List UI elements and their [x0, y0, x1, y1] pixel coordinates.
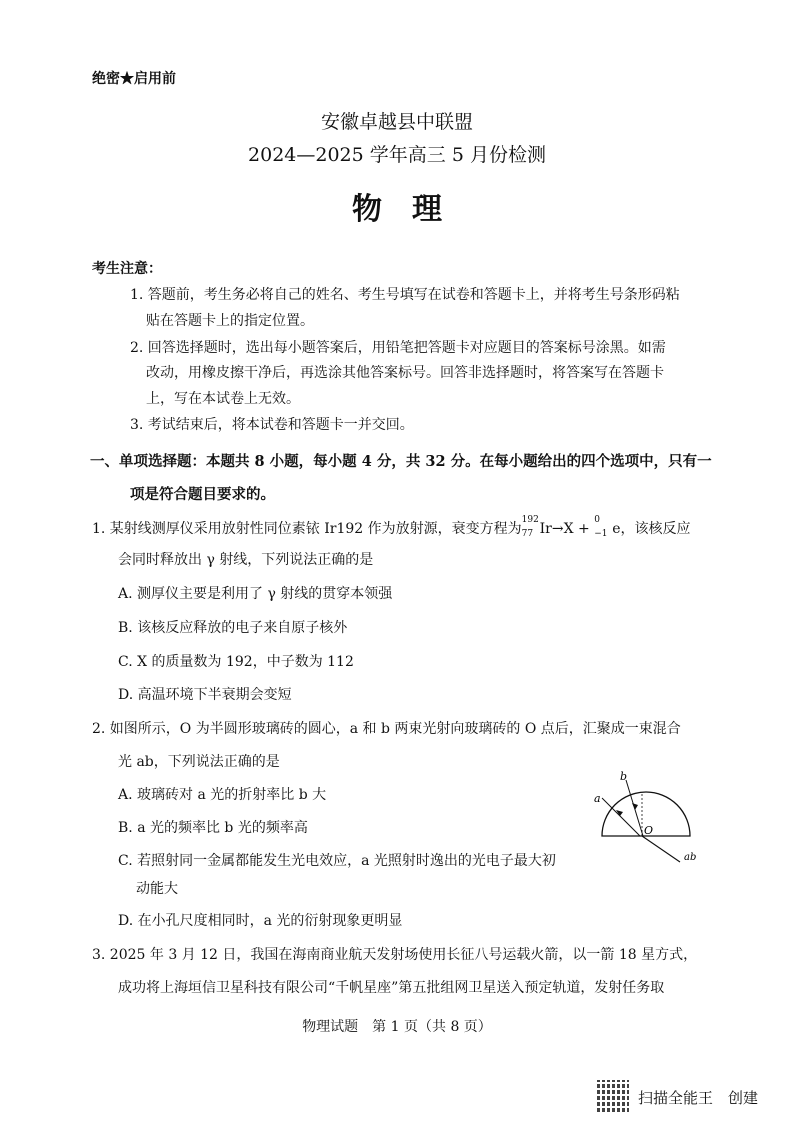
q3-stem-cont: 成功将上海垣信卫星科技有限公司“千帆星座”第五批组网卫星送入预定轨道，发射任务取	[118, 980, 665, 996]
subject-title: 物 理	[352, 192, 442, 227]
q3-stem: 3. 2025 年 3 月 12 日，我国在海南商业航天发射场使用长征八号运载火箭，以一箭 18 星方式，	[92, 947, 698, 963]
notice-item-1: 1. 答题前，考生务必将自己的姓名、考生号填写在试卷和答题卡上，并将考生号条形码粘	[130, 287, 680, 303]
section-title-cont: 项是符合题目要求的。	[130, 486, 275, 503]
q1-stem-cont: 会同时释放出 γ 射线，下列说法正确的是	[118, 552, 374, 568]
qr-code-icon	[597, 1080, 629, 1112]
secret-mark: 绝密★启用前	[92, 71, 176, 87]
q1-option-b: B. 该核反应释放的电子来自原子核外	[118, 620, 348, 636]
section-title: 一、单项选择题：本题共 8 小题，每小题 4 分，共 32 分。在每小题给出的四个选项中，只有一	[90, 453, 712, 470]
q2-stem: 2. 如图所示，O 为半圆形玻璃砖的圆心，a 和 b 两束光射向玻璃砖的 O 点后，汇聚成一束混合	[92, 721, 681, 737]
glass-brick-figure	[580, 770, 710, 880]
label-a: a	[594, 792, 601, 805]
arrow-b-icon	[632, 803, 638, 810]
q1-option-a: A. 测厚仪主要是利用了 γ 射线的贯穿本领强	[118, 586, 393, 602]
notice-item-2-cont2: 上，写在本试卷上无效。	[146, 391, 300, 407]
ray-ab	[642, 836, 680, 862]
electron-nuclide-numbers: 0 −1	[594, 515, 608, 539]
page-footer: 物理试题 第 1 页（共 8 页）	[302, 1019, 492, 1035]
q2-option-d: D. 在小孔尺度相同时，a 光的衍射现象更明显	[118, 913, 403, 929]
notice-item-2-cont: 改动，用橡皮擦干净后，再选涂其他答案标号。回答非选择题时，将答案写在答题卡	[146, 365, 664, 381]
scanner-watermark: 扫描全能王 创建	[638, 1089, 759, 1107]
exam-title: 2024—2025 学年高三 5 月份检测	[248, 144, 546, 166]
q2-option-b: B. a 光的频率比 b 光的频率高	[118, 820, 308, 836]
notice-item-2: 2. 回答选择题时，选出每小题答案后，用铅笔把答题卡对应题目的答案标号涂黑。如需	[130, 340, 666, 356]
ray-a	[602, 798, 640, 836]
notice-item-3: 3. 考试结束后，将本试卷和答题卡一并交回。	[130, 417, 414, 433]
organization-title: 安徽卓越县中联盟	[320, 111, 473, 133]
label-ab: ab	[684, 852, 697, 863]
q1-option-c: C. X 的质量数为 192，中子数为 112	[118, 654, 354, 670]
q1-option-d: D. 高温环境下半衰期会变短	[118, 687, 292, 703]
q2-stem-cont: 光 ab，下列说法正确的是	[118, 754, 280, 770]
label-o: O	[644, 824, 654, 837]
q1-stem: 1. 某射线测厚仪采用放射性同位素铱 Ir192 作为放射源，衰变方程为 192 77 Ir→X + 0 −1 e，该核反应	[92, 515, 691, 539]
notice-title: 考生注意：	[92, 261, 162, 277]
notice-item-1-cont: 贴在答题卡上的指定位置。	[146, 313, 314, 329]
q2-option-c: C. 若照射同一金属都能发生光电效应，a 光照射时逸出的光电子最大初	[118, 853, 556, 869]
label-b: b	[620, 770, 628, 783]
q2-option-a: A. 玻璃砖对 a 光的折射率比 b 大	[118, 787, 327, 803]
ir-nuclide-numbers: 192 77	[521, 515, 539, 539]
q2-option-c-cont: 动能大	[136, 881, 178, 897]
